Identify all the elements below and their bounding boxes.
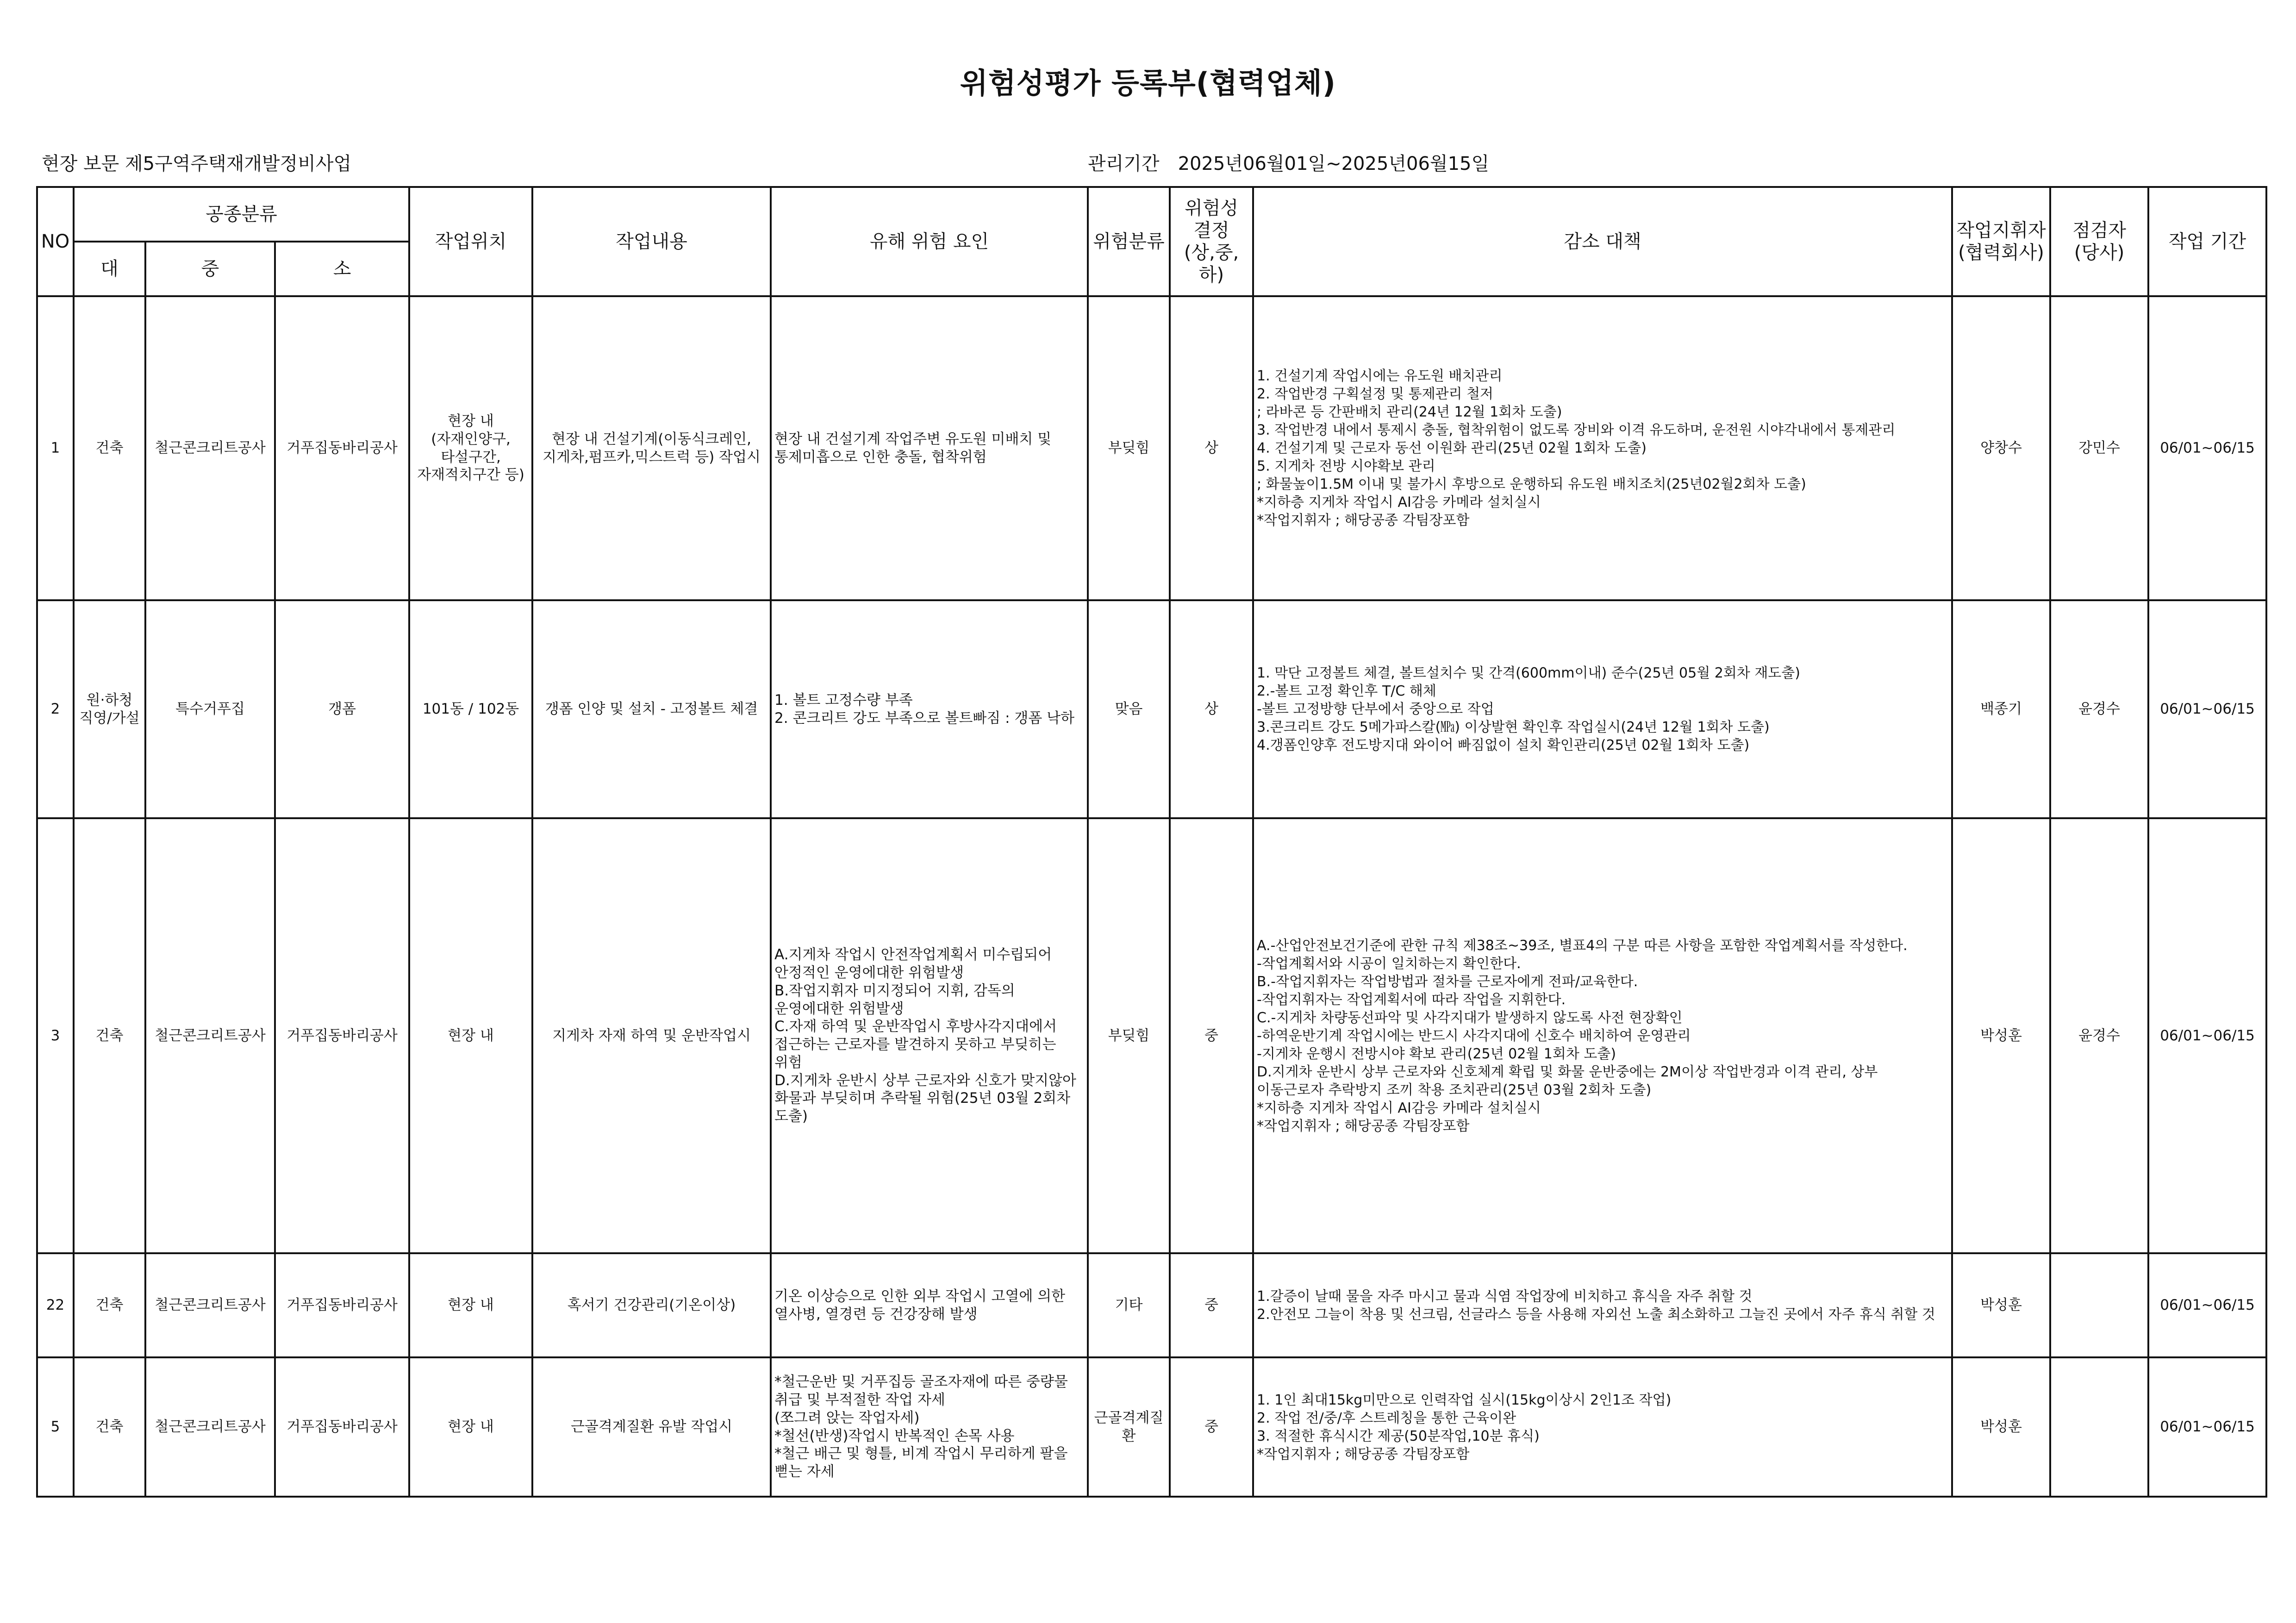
cell-work: 근골격계질환 유발 작업시: [532, 1357, 771, 1497]
cell-inspector: 윤경수: [2050, 600, 2148, 818]
header-risk-level: 위험성 결정 (상,중, 하): [1170, 187, 1253, 296]
cell-location: 현장 내: [409, 818, 532, 1253]
cell-medium: 철근콘크리트공사: [145, 296, 275, 600]
header-work: 작업내용: [532, 187, 771, 296]
cell-supervisor: 백종기: [1952, 600, 2050, 818]
site-name: 현장 보문 제5구역주택재개발정비사업: [42, 153, 352, 174]
table-row: [37, 1253, 2266, 1357]
cell-measures: 1. 막단 고정볼트 체결, 볼트설치수 및 간격(600mm이내) 준수(25년 05월 2회차 재도출) 2.-볼트 고정 확인후 T/C 해체 -볼트 고정방향 단부에서 중앙으로 작업 3.콘크리트 강도 5메가파스칼(㎫) 이상발현 확인후 작업실시(24년 12월 1회차 도출) 4.갱폼인양후 전도방지대 와이어 빠짐없이 설치 확인관리(25년 02월 1회차 도출): [1253, 600, 1952, 818]
cell-risk-type: 부딪힘: [1088, 818, 1170, 1253]
table-row: [37, 296, 2266, 600]
cell-inspector: [2050, 1253, 2148, 1357]
cell-risk-level: 중: [1170, 1357, 1253, 1497]
cell-small: 갱폼: [275, 600, 409, 818]
cell-risk-level: 상: [1170, 296, 1253, 600]
table-row: [37, 1357, 2266, 1497]
header-period: 작업 기간: [2148, 187, 2266, 296]
cell-no: 1: [37, 296, 74, 600]
cell-work: 갱폼 인양 및 설치 - 고정볼트 체결: [532, 600, 771, 818]
cell-hazard: *철근운반 및 거푸집등 골조자재에 따른 중량물 취급 및 부적절한 작업 자세 (쪼그려 앉는 작업자세) *철선(반생)작업시 반복적인 손목 사용 *철근 배근 및 형틀, 비계 작업시 무리하게 팔을 뻗는 자세: [771, 1357, 1088, 1497]
header-measures: 감소 대책: [1253, 187, 1952, 296]
page-title: 위험성평가 등록부(협력업체): [960, 66, 1336, 100]
cell-measures: 1. 1인 최대15kg미만으로 인력작업 실시(15kg이상시 2인1조 작업) 2. 작업 전/중/후 스트레칭을 통한 근육이완 3. 적절한 휴식시간 제공(50분작업,10분 휴식) *작업지휘자 ; 해당공종 각팀장포함: [1253, 1357, 1952, 1497]
risk-register-table: [36, 186, 2267, 1498]
cell-location: 현장 내: [409, 1253, 532, 1357]
cell-risk-level: 중: [1170, 818, 1253, 1253]
header-risk-type: 위험분류: [1088, 187, 1170, 296]
cell-risk-type: 기타: [1088, 1253, 1170, 1357]
cell-location: 현장 내(자재인양구, 타설구간, 자재적치구간 등): [409, 296, 532, 600]
cell-no: 22: [37, 1253, 74, 1357]
cell-large: 건축: [74, 296, 145, 600]
cell-no: 5: [37, 1357, 74, 1497]
header-location: 작업위치: [409, 187, 532, 296]
cell-supervisor: 박성훈: [1952, 818, 2050, 1253]
period-label: 관리기간: [1088, 153, 1160, 174]
cell-period: 06/01~06/15: [2148, 296, 2266, 600]
header-trade-small: 소: [275, 242, 409, 296]
cell-large: 원·하청 직영/가설: [74, 600, 145, 818]
cell-hazard: 현장 내 건설기계 작업주변 유도원 미배치 및 통제미흡으로 인한 충돌, 협착위험: [771, 296, 1088, 600]
header-hazard: 유해 위험 요인: [771, 187, 1088, 296]
cell-medium: 철근콘크리트공사: [145, 1357, 275, 1497]
cell-no: 2: [37, 600, 74, 818]
header-trade-medium: 중: [145, 242, 275, 296]
cell-small: 거푸집동바리공사: [275, 818, 409, 1253]
cell-inspector: [2050, 1357, 2148, 1497]
cell-medium: 철근콘크리트공사: [145, 1253, 275, 1357]
cell-measures: 1.갈증이 날때 물을 자주 마시고 물과 식염 작업장에 비치하고 휴식을 자주 취할 것 2.안전모 그늘이 착용 및 선크림, 선글라스 등을 사용해 자외선 노출 최소화하고 그늘진 곳에서 자주 휴식 취할 것: [1253, 1253, 1952, 1357]
cell-risk-type: 근골격계질환: [1088, 1357, 1170, 1497]
cell-medium: 철근콘크리트공사: [145, 818, 275, 1253]
cell-supervisor: 양창수: [1952, 296, 2050, 600]
cell-measures: A.-산업안전보건기준에 관한 규칙 제38조~39조, 별표4의 구분 따른 사항을 포함한 작업계획서를 작성한다. -작업계획서와 시공이 일치하는지 확인한다. B.-작업지휘자는 작업방법과 절차를 근로자에게 전파/교육한다. -작업지휘자는 작업계획서에 따라 작업을 지휘한다. C.-지게차 차량동선파악 및 사각지대가 발생하지 않도록 사전 현장확인 -하역운반기계 작업시에는 반드시 사각지대에 신호수 배치하여 운영관리 -지게차 운행시 전방시야 확보 관리(25년 02월 1회차 도출) D.지게차 운반시 상부 근로자와 신호체계 확립 및 화물 운반중에는 2M이상 작업반경과 이격 관리, 상부 이동근로자 추락방지 조끼 착용 조치관리(25년 03월 2회차 도출) *지하층 지게차 작업시 AI감응 카메라 설치실시 *작업지휘자 ; 해당공종 각팀장포함: [1253, 818, 1952, 1253]
cell-risk-level: 상: [1170, 600, 1253, 818]
period-value: 2025년06월01일~2025년06월15일: [1178, 153, 1490, 174]
cell-hazard: 기온 이상승으로 인한 외부 작업시 고열에 의한 열사병, 열경련 등 건강장해 발생: [771, 1253, 1088, 1357]
cell-risk-type: 부딪힘: [1088, 296, 1170, 600]
table-row: [37, 818, 2266, 1253]
cell-large: 건축: [74, 1253, 145, 1357]
cell-period: 06/01~06/15: [2148, 1357, 2266, 1497]
cell-small: 거푸집동바리공사: [275, 1253, 409, 1357]
cell-medium: 특수거푸집: [145, 600, 275, 818]
cell-hazard: A.지게차 작업시 안전작업계획서 미수립되어 안정적인 운영에대한 위험발생 B.작업지휘자 미지정되어 지휘, 감독의 운영에대한 위험발생 C.자재 하역 및 운반작업시 후방사각지대에서 접근하는 근로자를 발견하지 못하고 부딪히는 위험 D.지게차 운반시 상부 근로자와 신호가 맞지않아 화물과 부딪히며 추락될 위험(25년 03월 2회차 도출): [771, 818, 1088, 1253]
cell-risk-type: 맞음: [1088, 600, 1170, 818]
cell-work: 혹서기 건강관리(기온이상): [532, 1253, 771, 1357]
cell-work: 현장 내 건설기계(이동식크레인,지게차,펌프카,믹스트럭 등) 작업시: [532, 296, 771, 600]
cell-work: 지게차 자재 하역 및 운반작업시: [532, 818, 771, 1253]
cell-small: 거푸집동바리공사: [275, 1357, 409, 1497]
header-row: [37, 187, 2266, 242]
management-period: [1088, 149, 1489, 175]
cell-small: 거푸집동바리공사: [275, 296, 409, 600]
cell-supervisor: 박성훈: [1952, 1357, 2050, 1497]
header-no: NO: [37, 187, 74, 296]
cell-location: 현장 내: [409, 1357, 532, 1497]
cell-inspector: 강민수: [2050, 296, 2148, 600]
cell-large: 건축: [74, 1357, 145, 1497]
cell-risk-level: 중: [1170, 1253, 1253, 1357]
header-trade: 공종분류: [74, 187, 409, 242]
header-supervisor: 작업지휘자 (협력회사): [1952, 187, 2050, 296]
table-row: [37, 600, 2266, 818]
cell-inspector: 윤경수: [2050, 818, 2148, 1253]
cell-supervisor: 박성훈: [1952, 1253, 2050, 1357]
cell-large: 건축: [74, 818, 145, 1253]
cell-period: 06/01~06/15: [2148, 818, 2266, 1253]
cell-measures: 1. 건설기계 작업시에는 유도원 배치관리 2. 작업반경 구획설정 및 통제관리 철저 ; 라바콘 등 간판배치 관리(24년 12월 1회차 도출) 3. 작업반경 내에서 통제시 충돌, 협착위험이 없도록 장비와 이격 유도하며, 운전원 시야각내에서 통제관리 4. 건설기계 및 근로자 동선 이원화 관리(25년 02월 1회차 도출) 5. 지게차 전방 시야확보 관리 ; 화물높이1.5M 이내 및 불가시 후방으로 운행하되 유도원 배치조치(25년02월2회차 도출) *지하층 지게차 작업시 AI감응 카메라 설치실시 *작업지휘자 ; 해당공종 각팀장포함: [1253, 296, 1952, 600]
header-trade-large: 대: [74, 242, 145, 296]
cell-location: 101동 / 102동: [409, 600, 532, 818]
header-inspector: 점검자 (당사): [2050, 187, 2148, 296]
cell-period: 06/01~06/15: [2148, 1253, 2266, 1357]
cell-period: 06/01~06/15: [2148, 600, 2266, 818]
cell-hazard: 1. 볼트 고정수량 부족 2. 콘크리트 강도 부족으로 볼트빠짐 : 갱폼 낙하: [771, 600, 1088, 818]
cell-no: 3: [37, 818, 74, 1253]
